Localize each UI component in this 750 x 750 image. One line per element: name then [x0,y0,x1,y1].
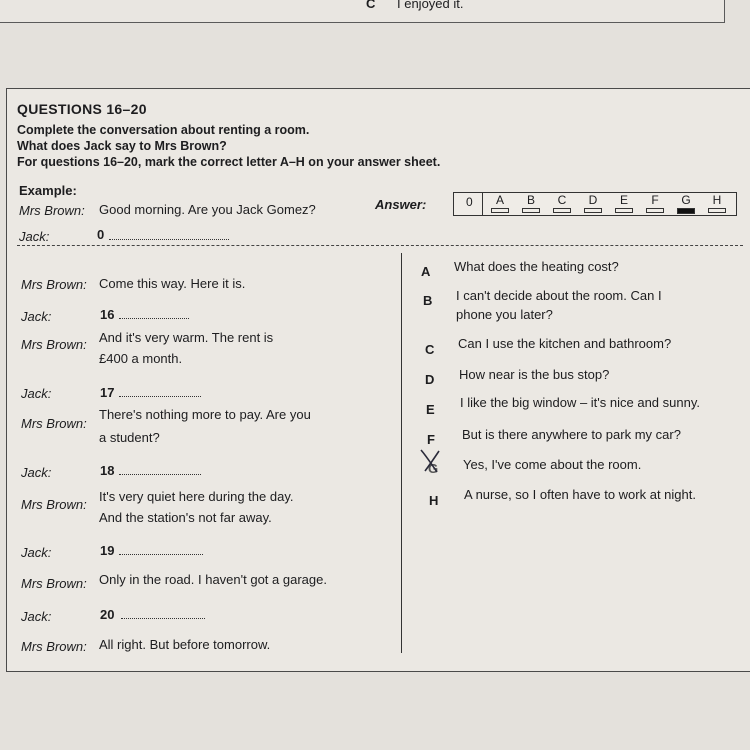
answer-bubble[interactable] [615,208,633,213]
option-text-e: I like the big window – it's nice and sunny. [460,395,700,410]
example-speaker-brown: Mrs Brown: [19,203,85,218]
answer-option-b[interactable] [521,193,541,213]
answer-option-d[interactable] [583,193,603,213]
option-text-g: Yes, I've come about the room. [463,457,642,472]
speaker-brown-5: Mrs Brown: [21,576,87,591]
option-letter-b: B [423,293,433,308]
speaker-jack-17: Jack: [21,386,52,401]
question-number-20: 20 [100,607,115,622]
speaker-jack-20: Jack: [21,609,52,624]
brown-line-5: Only in the road. I haven't got a garage. [99,572,327,587]
question-number-16: 16 [100,307,115,322]
answer-sheet-example [453,192,737,216]
questions-section [6,88,750,672]
speaker-jack-16: Jack: [21,309,52,324]
answer-divider [482,193,483,215]
option-text-h: A nurse, so I often have to work at night. [464,487,696,502]
answer-bubble-filled[interactable] [677,208,695,214]
option-letter-a: A [421,264,431,279]
answer-bubble[interactable] [553,208,571,213]
answer-line-18[interactable] [119,474,201,475]
instruction-line-2: What does Jack say to Mrs Brown? [17,139,227,153]
section-heading: QUESTIONS 16–20 [17,101,147,117]
instruction-line-3: For questions 16–20, mark the correct letter A–H on your answer sheet. [17,155,441,169]
answer-bubble[interactable] [584,208,602,213]
answer-option-a[interactable] [490,193,510,213]
option-letter-d: D [425,372,435,387]
option-letter-g: G [428,461,439,476]
answer-option-label: G [681,193,691,207]
speaker-brown-4: Mrs Brown: [21,497,87,512]
question-number-18: 18 [100,463,115,478]
question-number-17: 17 [100,385,115,400]
answer-zero: 0 [466,195,473,209]
option-text-d: How near is the bus stop? [459,367,610,382]
answer-option-label: A [495,193,504,207]
option-letter-e: E [426,402,435,417]
brown-line-4b: And the station's not far away. [99,510,272,525]
answer-line-19[interactable] [119,554,203,555]
brown-line-2a: And it's very warm. The rent is [99,330,274,345]
answer-option-g[interactable] [676,193,696,214]
brown-line-3b: a student? [99,430,160,445]
brown-line-3a: There's nothing more to pay. Are you [99,407,311,422]
option-text-b2: phone you later? [456,307,553,322]
column-divider [401,253,402,653]
answer-label: Answer: [375,197,427,212]
example-answer-line [109,239,229,240]
answer-bubble[interactable] [522,208,540,213]
example-brown-line: Good morning. Are you Jack Gomez? [99,202,316,217]
example-speaker-jack: Jack: [19,229,50,244]
previous-question-strip [0,0,725,23]
option-text-f: But is there anywhere to park my car? [462,427,681,442]
answer-option-h[interactable] [707,193,727,213]
option-letter-f: F [427,432,435,447]
speaker-brown-3: Mrs Brown: [21,416,87,431]
option-text-b1: I can't decide about the room. Can I [456,288,662,303]
answer-bubble[interactable] [491,208,509,213]
option-text-c: Can I use the kitchen and bathroom? [458,336,672,351]
option-letter-c: C [425,342,435,357]
answer-line-16[interactable] [119,318,189,319]
previous-option-text: I enjoyed it. [397,0,464,11]
answer-option-label: D [588,193,598,207]
option-letter-h: H [429,493,439,508]
example-separator [17,245,743,246]
answer-option-e[interactable] [614,193,634,213]
brown-line-2b: £400 a month. [99,351,183,366]
option-text-a: What does the heating cost? [454,259,619,274]
previous-option-letter: C [366,0,376,11]
answer-option-label: E [619,193,628,207]
brown-line-4a: It's very quiet here during the day. [99,489,294,504]
brown-line-6: All right. But before tomorrow. [99,637,271,652]
example-number: 0 [97,227,105,242]
answer-option-label: H [712,193,722,207]
speaker-jack-18: Jack: [21,465,52,480]
answer-line-17[interactable] [119,396,201,397]
answer-bubble[interactable] [708,208,726,213]
answer-option-label: C [557,193,567,207]
answer-option-c[interactable] [552,193,572,213]
instruction-line-1: Complete the conversation about renting a room. [17,123,310,137]
answer-option-label: F [651,193,659,207]
speaker-brown-6: Mrs Brown: [21,639,87,654]
answer-line-20[interactable] [121,618,205,619]
answer-option-label: B [526,193,535,207]
answer-option-f[interactable] [645,193,665,213]
brown-line-1: Come this way. Here it is. [99,276,246,291]
speaker-brown-1: Mrs Brown: [21,277,87,292]
question-number-19: 19 [100,543,115,558]
answer-bubble[interactable] [646,208,664,213]
pen-cross-mark-icon [419,449,443,473]
speaker-brown-2: Mrs Brown: [21,337,87,352]
example-label: Example: [19,183,77,198]
speaker-jack-19: Jack: [21,545,52,560]
